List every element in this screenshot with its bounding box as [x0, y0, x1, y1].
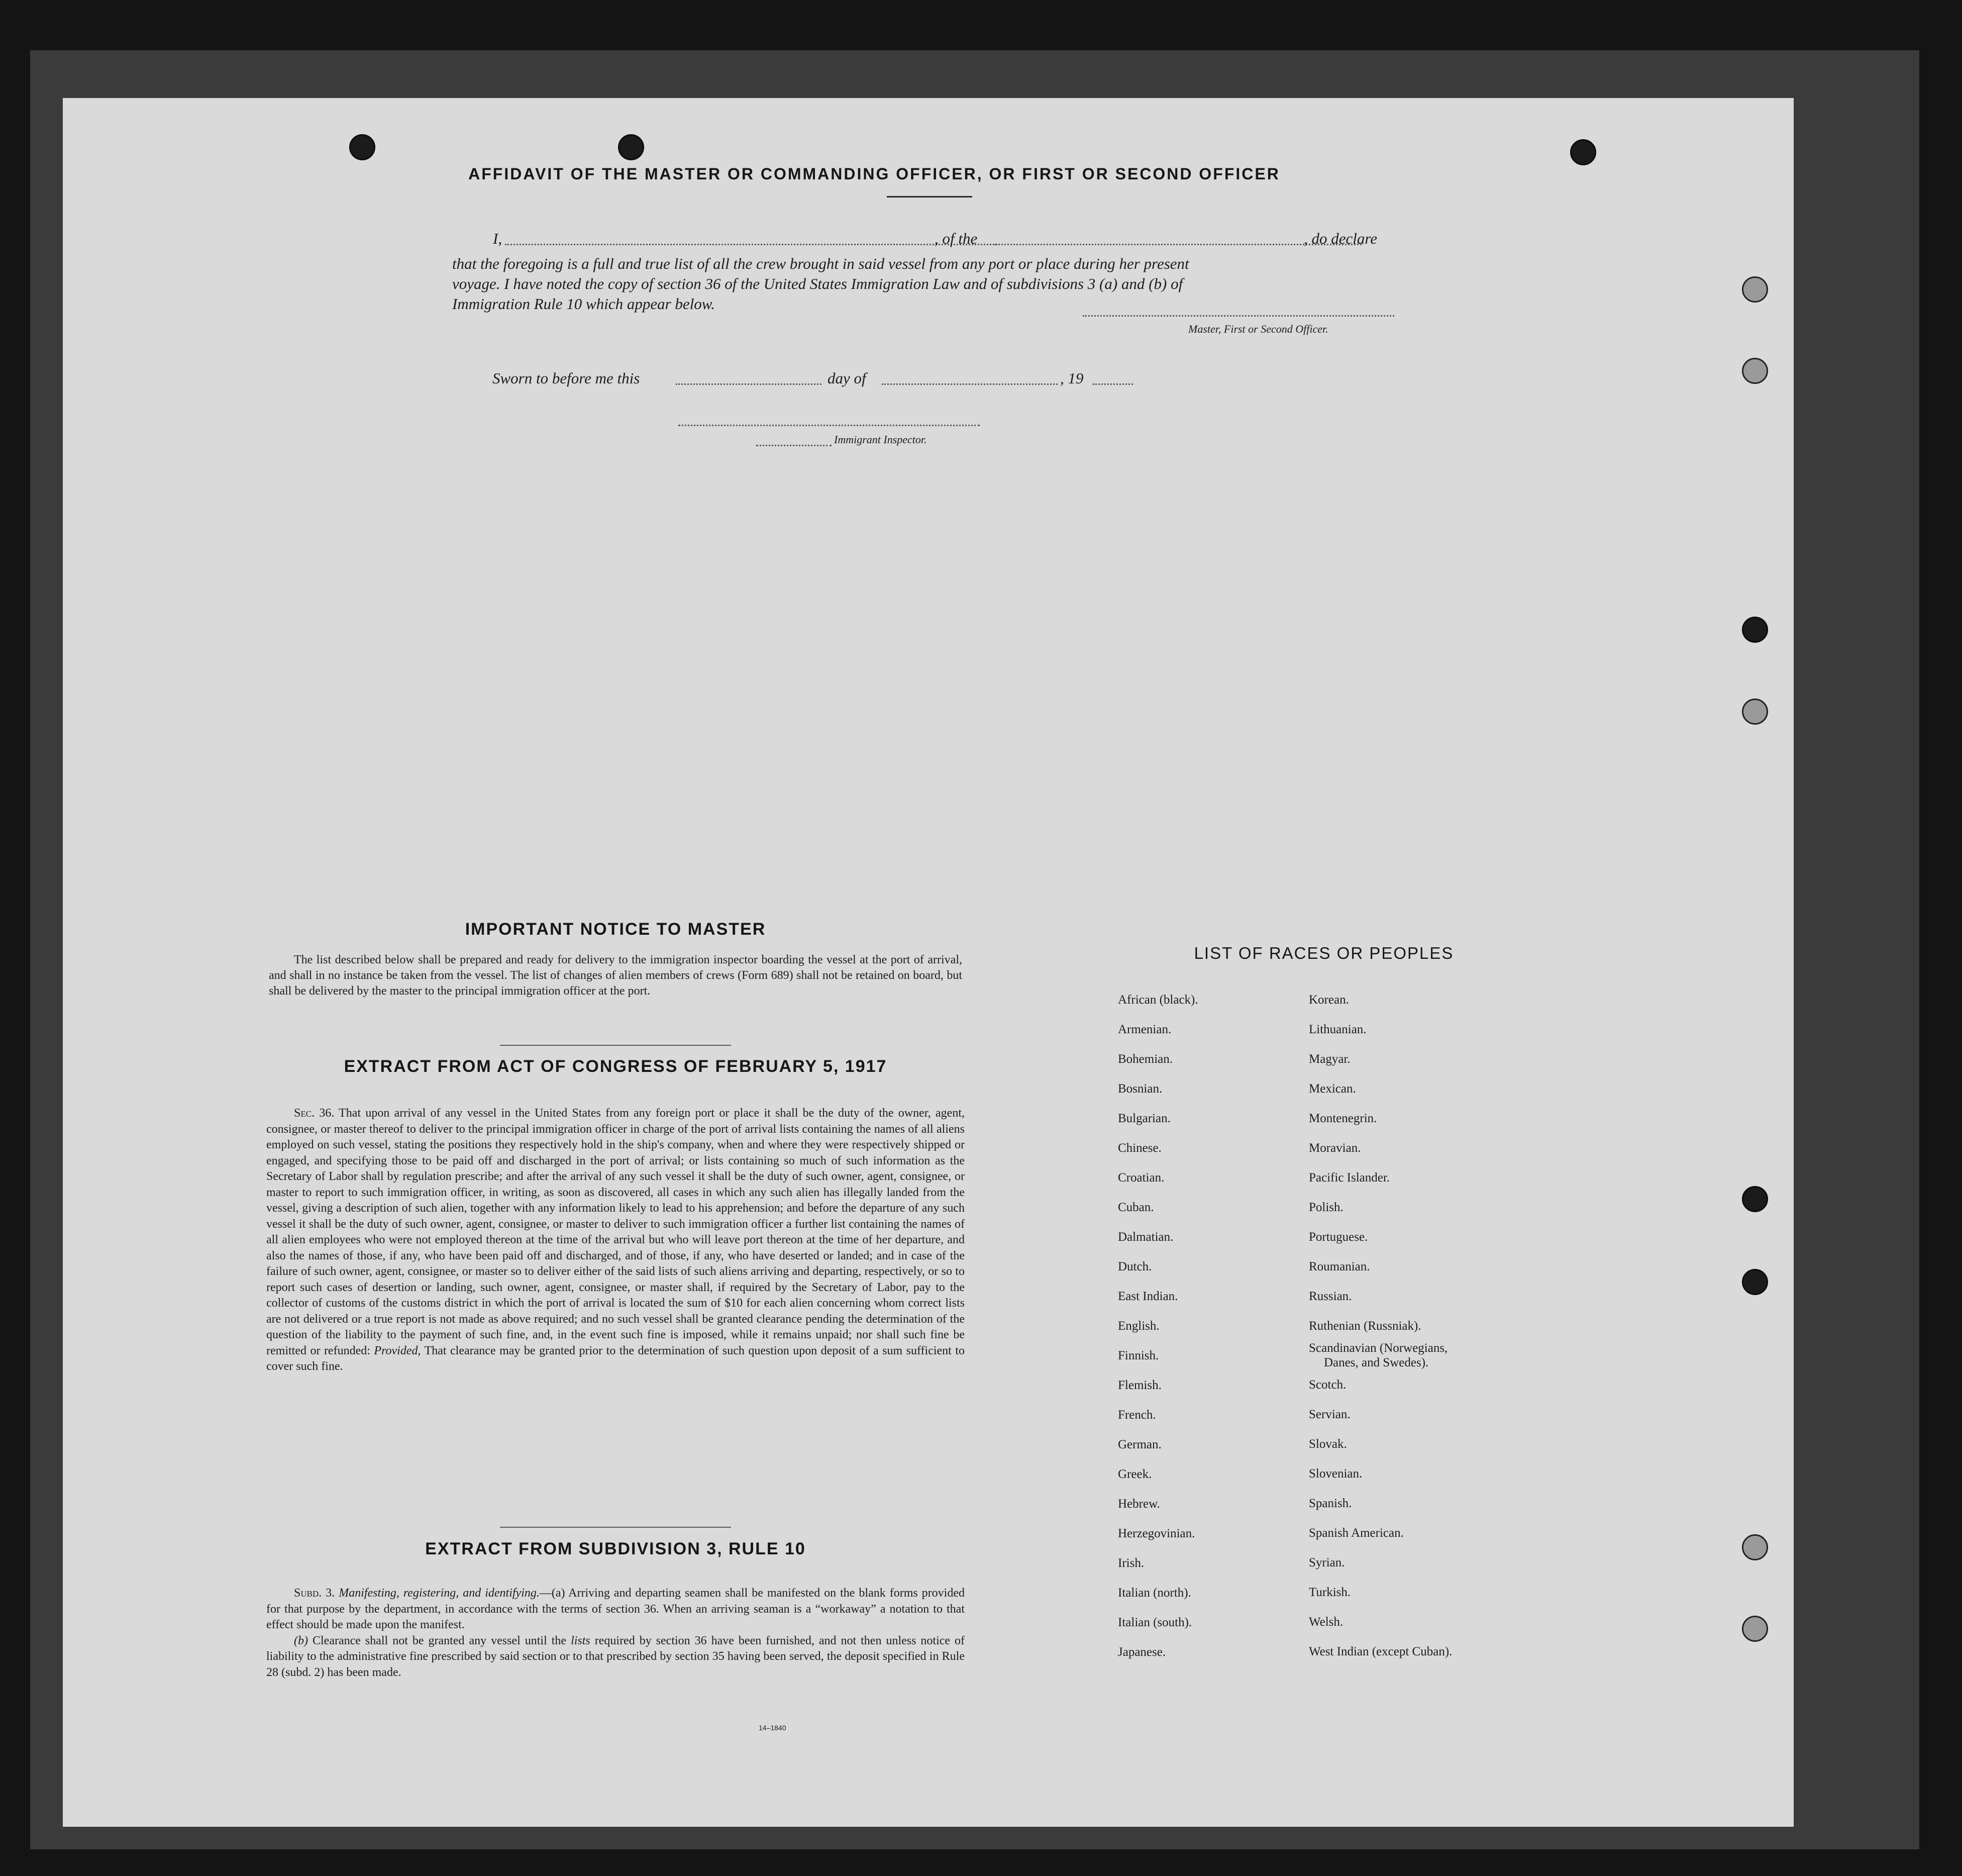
sworn-year-blank	[1093, 383, 1133, 385]
punch-hole	[1742, 1534, 1768, 1560]
punch-hole	[1742, 276, 1768, 303]
section-36-text-end: That clearance may be granted prior to the determination of such question upon deposit of a sum sufficient to cover such fine.	[266, 1344, 965, 1373]
affidavit-line-3: voyage. I have noted the copy of section 36 of the United States Immigration Law and of subdivisions 3 (a) and (b) of	[452, 275, 1183, 292]
para-b-marker: (b)	[294, 1634, 308, 1647]
race-item: English.	[1118, 1319, 1160, 1333]
sworn-day-blank	[676, 383, 821, 385]
race-item: Slovenian.	[1309, 1467, 1363, 1480]
race-item: Chinese.	[1118, 1141, 1162, 1155]
act-extract-text	[266, 1106, 965, 1375]
document-page	[63, 98, 1794, 1827]
subdivision-b-paragraph	[266, 1633, 965, 1681]
section-label: Sec. 36.	[294, 1107, 335, 1120]
rule-extract-title: EXTRACT FROM SUBDIVISION 3, RULE 10	[425, 1539, 806, 1558]
race-item: Italian (north).	[1118, 1586, 1191, 1600]
race-item: German.	[1118, 1438, 1162, 1451]
race-item: Turkish.	[1309, 1586, 1351, 1599]
races-column-2	[1309, 985, 1452, 1666]
rule-extract-text	[266, 1586, 965, 1681]
notice-title: IMPORTANT NOTICE TO MASTER	[465, 920, 766, 939]
affidavit-i: I,	[493, 230, 502, 247]
race-item: East Indian.	[1118, 1290, 1178, 1303]
race-item: Bulgarian.	[1118, 1112, 1171, 1125]
race-item: Irish.	[1118, 1556, 1145, 1570]
inspector-blank	[756, 445, 832, 446]
subdivision-a-paragraph	[266, 1586, 965, 1633]
subd-heading: Manifesting, registering, and identifying.	[339, 1587, 540, 1600]
race-item: Armenian.	[1118, 1023, 1172, 1036]
inspector-signature-blank	[678, 425, 980, 426]
race-item: Slovak.	[1309, 1437, 1347, 1451]
form-number: 14–1840	[759, 1724, 786, 1732]
race-item: Pacific Islander.	[1309, 1171, 1390, 1184]
race-item	[1309, 1341, 1452, 1370]
act-extract-title: EXTRACT FROM ACT OF CONGRESS OF FEBRUARY 5, 1917	[344, 1057, 887, 1076]
race-item: Servian.	[1309, 1408, 1351, 1421]
section-36-text: That upon arrival of any vessel in the United States from any foreign port or place it shall be the duty of the owner, agent, consignee, or master thereof to deliver to the principal immigration officer in charge of the port of arrival lists containing the names of all aliens employed on such vessel, stating the positions they respectively hold in the ship's company, when and where they were respectively shipped or engaged, and specifying those to be paid off and discharged in the port of arrival; or lists containing so much of such information as the Secretary of Labor shall by regulation prescribe; and after the arrival of any such vessel it shall be the duty of such owner, agent, consignee, or master to report to such immigration officer, in writing, as soon as discovered, all cases in which any such alien has illegally landed from the vessel, giving a description of such alien, together with any information likely to lead to his apprehension; and before the departure of any such vessel it shall be the duty of such owner, agent, consignee, or master to deliver to such immigration officer a further list containing the names of all alien employees who were not employed thereon at the time of the arrival but who will leave port thereon at the time of her departure, and also the names of those, if any, who have been paid off and discharged, and of those, if any, who have deserted or landed; and in case of the failure of such owner, agent, consignee, or master so to deliver either of the said lists of such aliens arriving and departing, respectively, or so to report such cases of desertion or landing, such owner, agent, consignee, or master shall, if required by the Secretary of Labor, pay to the collector of customs of the customs district in which the port of arrival is located the sum of $10 for each alien concerning whom correct lists are not delivered or a true report is not made as above required; and no such vessel shall be granted clearance pending the determination of the question of the liability to the payment of such fine, and, in the event such fine is imposed, while it remains unpaid; nor shall such fine be remitted or refunded:	[266, 1107, 965, 1357]
race-item: Dutch.	[1118, 1260, 1152, 1273]
notice-text	[269, 952, 962, 999]
sworn-month-blank	[882, 383, 1058, 385]
punch-hole	[1742, 699, 1768, 725]
signature-blank	[1083, 315, 1394, 317]
races-title: LIST OF RACES OR PEOPLES	[1194, 944, 1454, 962]
race-item: Italian (south).	[1118, 1616, 1192, 1629]
race-item: Ruthenian (Russniak).	[1309, 1319, 1421, 1333]
affidavit-line-4: Immigration Rule 10 which appear below.	[452, 295, 715, 313]
race-item: Russian.	[1309, 1290, 1352, 1303]
punch-hole	[1742, 1269, 1768, 1295]
race-item: Flemish.	[1118, 1378, 1162, 1392]
affidavit-do-declare: , do declare	[1304, 230, 1378, 247]
affidavit-title: AFFIDAVIT OF THE MASTER OR COMMANDING OFFICER, OR FIRST OR SECOND OFFICER	[468, 165, 1280, 183]
punch-hole	[1742, 617, 1768, 643]
punch-hole	[618, 134, 644, 160]
race-item: Cuban.	[1118, 1201, 1154, 1214]
para-a-marker: —(a)	[539, 1587, 565, 1600]
race-item: Hebrew.	[1118, 1497, 1160, 1511]
race-item: Spanish American.	[1309, 1526, 1404, 1540]
race-item: Croatian.	[1118, 1171, 1165, 1184]
race-item: Finnish.	[1118, 1349, 1159, 1362]
race-item: Bohemian.	[1118, 1052, 1173, 1066]
title-underline	[887, 196, 972, 198]
race-item-scandinavian-continuation: Danes, and Swedes).	[1324, 1356, 1429, 1369]
race-item: Roumanian.	[1309, 1260, 1370, 1273]
race-item: Mexican.	[1309, 1082, 1356, 1096]
notice-paragraph: The list described below shall be prepared and ready for delivery to the immigration inspector boarding the vessel at the port of arrival, and shall in no instance be taken from the vessel. The list of changes of alien members of crews (Form 689) shall not be retained on board, but shall be delivered by the master to the principal immigration officer at the port.	[269, 953, 962, 998]
race-item: Korean.	[1309, 993, 1349, 1007]
sworn-year: , 19	[1060, 369, 1084, 387]
race-item: Lithuanian.	[1309, 1023, 1367, 1036]
para-b-text: required by section 36 have been furnished, and not then unless notice of liability to the administrative fine prescribed by said section or to that prescribed by section 35 having been served, the deposit specified in Rule 28 (subd. 2) has been made.	[266, 1634, 965, 1679]
race-item: Greek.	[1118, 1467, 1152, 1481]
race-item: Magyar.	[1309, 1052, 1351, 1066]
punch-hole	[1742, 358, 1768, 384]
race-item: Dalmatian.	[1118, 1230, 1174, 1244]
para-b-start: Clearance shall not be granted any vessel until the	[312, 1634, 567, 1647]
races-column-1	[1118, 985, 1198, 1667]
section-36-paragraph	[266, 1106, 965, 1375]
race-item: African (black).	[1118, 993, 1198, 1007]
race-item: Polish.	[1309, 1201, 1344, 1214]
race-item: West Indian (except Cuban).	[1309, 1645, 1453, 1658]
race-item: Syrian.	[1309, 1556, 1345, 1569]
sworn-before: Sworn to before me this	[492, 369, 640, 387]
sworn-day-of: day of	[828, 369, 866, 387]
subd-label: Subd. 3.	[294, 1587, 335, 1600]
race-item: Moravian.	[1309, 1141, 1361, 1155]
race-item: Herzegovinian.	[1118, 1527, 1195, 1540]
affidavit-line-2: that the foregoing is a full and true list of all the crew brought in said vessel from any port or place during her present	[452, 255, 1189, 272]
race-item: French.	[1118, 1408, 1156, 1422]
race-item-scandinavian: Scandinavian (Norwegians,	[1309, 1341, 1448, 1355]
para-a-text: Arriving and departing seamen shall be manifested on the blank forms provided for that purpose by the department, in accordance with the terms of section 36. When an arriving seaman is a “workaway” a notation to that effect should be made upon the manifest.	[266, 1587, 965, 1631]
race-item: Portuguese.	[1309, 1230, 1368, 1244]
race-item: Scotch.	[1309, 1378, 1347, 1392]
inspector-label: Immigrant Inspector.	[834, 433, 927, 446]
race-item: Bosnian.	[1118, 1082, 1163, 1096]
provided-word: Provided,	[374, 1344, 421, 1357]
race-item: Japanese.	[1118, 1645, 1166, 1659]
race-item: Spanish.	[1309, 1497, 1352, 1510]
para-b-lists: lists	[571, 1634, 590, 1647]
affidavit-of-the: , of the	[935, 230, 978, 247]
name-blank	[505, 244, 997, 245]
race-item: Montenegrin.	[1309, 1112, 1377, 1125]
punch-hole	[349, 134, 375, 160]
divider	[500, 1527, 731, 1528]
punch-hole	[1742, 1186, 1768, 1212]
divider	[500, 1045, 731, 1046]
race-item: Welsh.	[1309, 1615, 1344, 1629]
punch-hole	[1742, 1616, 1768, 1642]
signature-label: Master, First or Second Officer.	[1188, 323, 1328, 335]
punch-hole	[1570, 139, 1596, 165]
